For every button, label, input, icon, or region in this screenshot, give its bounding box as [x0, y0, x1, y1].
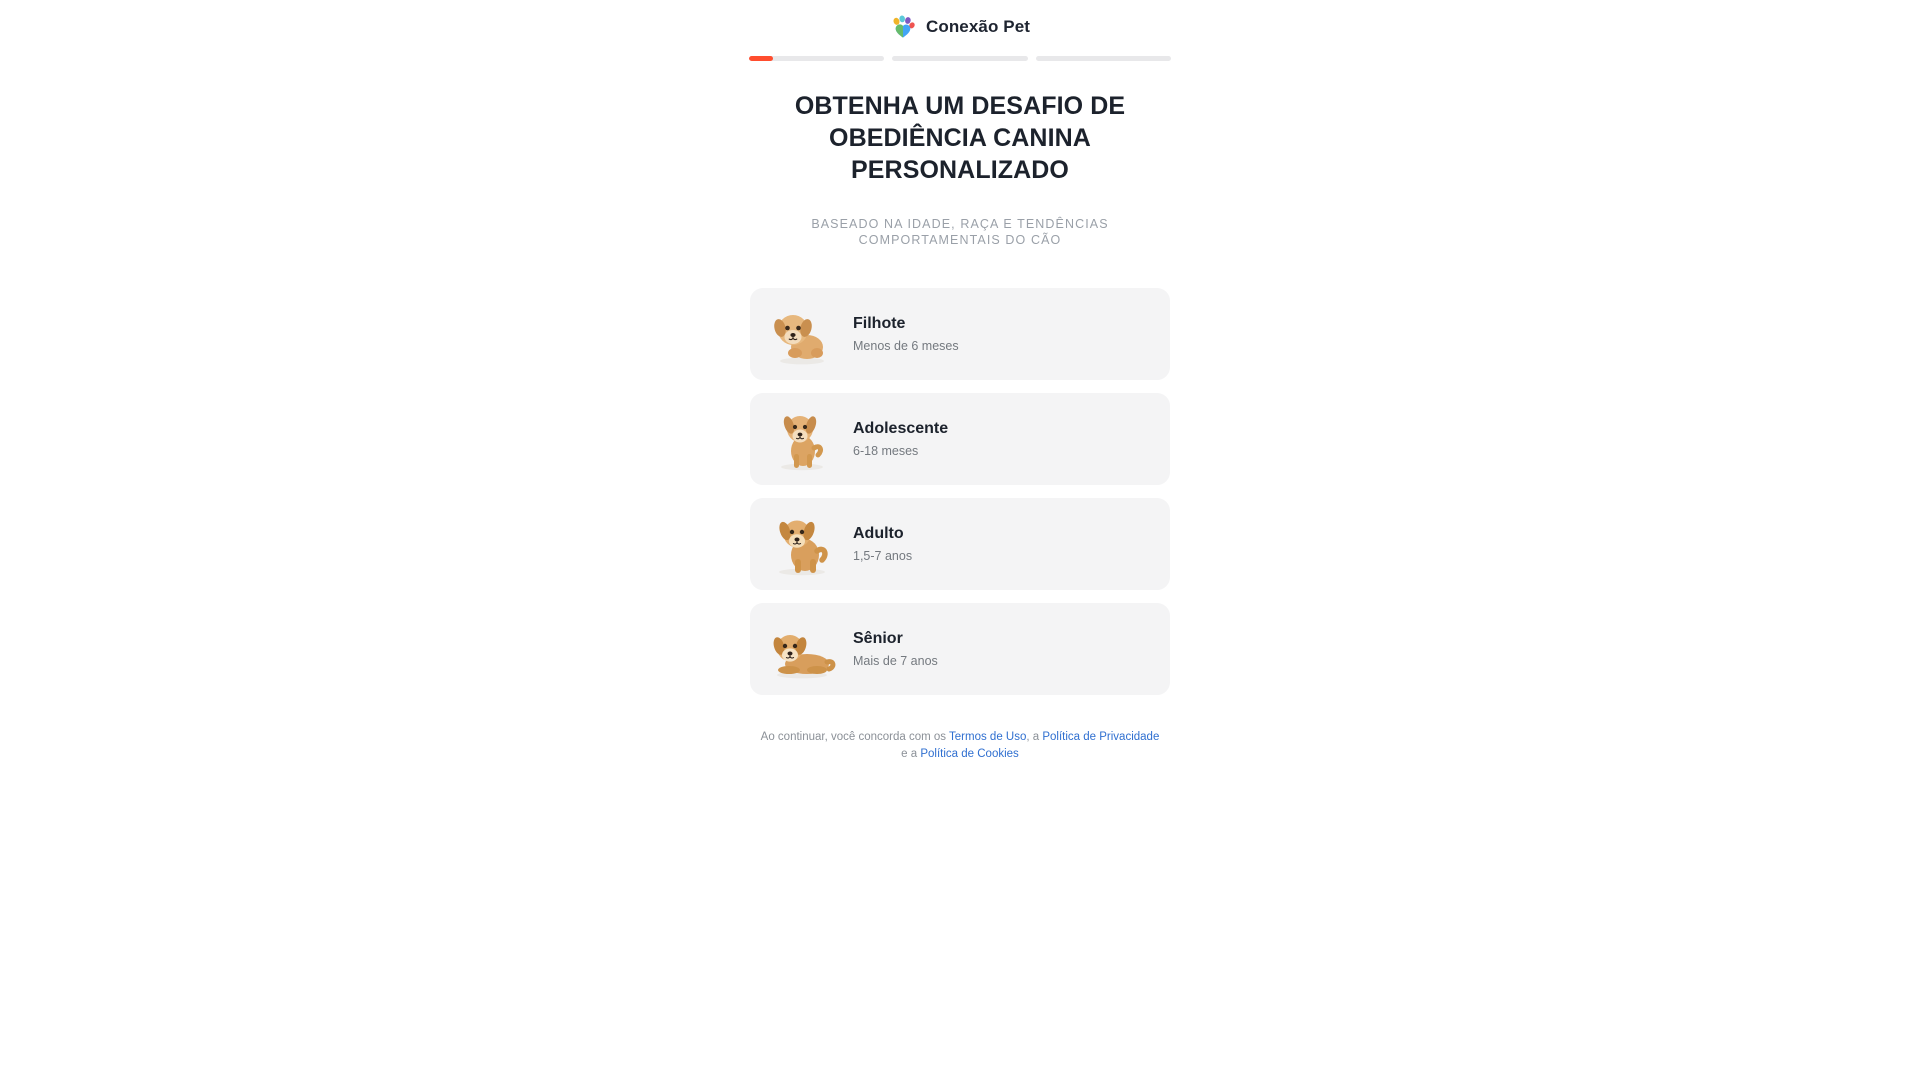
- progress-segment-3: [1036, 56, 1171, 61]
- option-title: Sênior: [853, 630, 903, 648]
- page-title: OBTENHA UM DESAFIO DE OBEDIÊNCIA CANINA PERSONALIZADO: [794, 92, 1126, 184]
- page-subtitle: BASEADO NA IDADE, RAÇA E TENDÊNCIAS COMPORTAMENTAIS DO CÃO: [811, 216, 1109, 247]
- progress-segment-2: [892, 56, 1027, 61]
- adult-dog-photo-icon: [765, 507, 839, 581]
- progress-segment-1: [749, 56, 884, 61]
- option-subtitle: 6-18 meses: [853, 444, 919, 459]
- legal-sep-2: e a: [901, 748, 921, 761]
- option-text: [853, 630, 938, 668]
- legal-sep-1: , a: [1026, 731, 1043, 744]
- age-options-list: [750, 288, 1170, 695]
- option-card-adolescente[interactable]: [750, 393, 1170, 485]
- cookies-policy-link[interactable]: Política de Cookies: [920, 748, 1019, 761]
- app-header: [0, 0, 1920, 40]
- option-card-adulto[interactable]: [750, 498, 1170, 590]
- senior-dog-photo-icon: [765, 612, 839, 686]
- option-text: [853, 420, 948, 458]
- progress-bar: [749, 56, 1171, 61]
- option-card-filhote[interactable]: [750, 288, 1170, 380]
- option-title: Adolescente: [853, 420, 949, 438]
- adolescent-dog-photo-icon: [765, 402, 839, 476]
- option-title: Adulto: [853, 525, 904, 543]
- legal-disclaimer: [760, 729, 1160, 763]
- option-card-senior[interactable]: [750, 603, 1170, 695]
- paw-heart-logo-icon: [890, 14, 916, 40]
- puppy-photo-icon: [765, 297, 839, 371]
- terms-of-use-link[interactable]: Termos de Uso: [949, 731, 1027, 744]
- option-title: Filhote: [853, 315, 906, 333]
- option-subtitle: 1,5-7 anos: [853, 549, 913, 564]
- option-subtitle: Mais de 7 anos: [853, 654, 938, 669]
- option-text: [853, 315, 959, 353]
- privacy-policy-link[interactable]: Política de Privacidade: [1042, 731, 1160, 744]
- option-subtitle: Menos de 6 meses: [853, 339, 959, 354]
- option-text: [853, 525, 912, 563]
- brand-name: Conexão Pet: [925, 17, 1031, 36]
- legal-prefix: Ao continuar, você concorda com os: [760, 731, 950, 744]
- progress-fill: [749, 56, 773, 61]
